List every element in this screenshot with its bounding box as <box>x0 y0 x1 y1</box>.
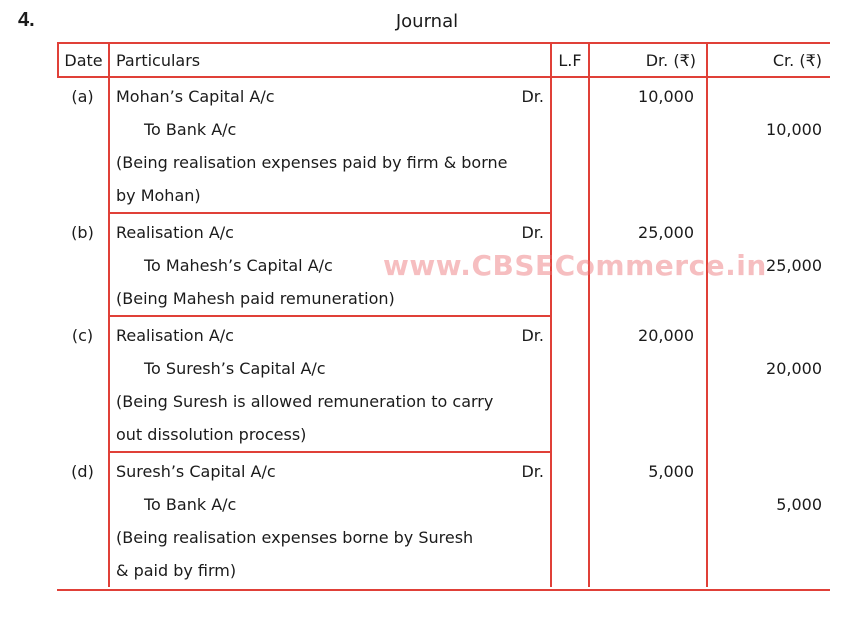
debit-account-name: Suresh’s Capital A/c <box>116 462 276 481</box>
lf-cell <box>552 455 588 587</box>
entry-particulars <box>108 214 552 317</box>
journal-title: Journal <box>395 11 459 32</box>
credit-amount: 25,000 <box>766 256 822 275</box>
dr-marker: Dr. <box>521 223 544 242</box>
credit-amount: 10,000 <box>766 120 822 139</box>
entry-date-label: (b) <box>71 223 94 242</box>
debit-amount-cell <box>588 453 708 587</box>
lf-cell <box>552 80 588 214</box>
table-header-row <box>57 42 830 78</box>
dr-marker: Dr. <box>521 462 544 481</box>
debit-account-line <box>110 319 550 352</box>
question-number: 4. <box>18 9 35 31</box>
header-dr-amount: Dr. (₹) <box>588 44 708 76</box>
journal-entry-d <box>57 453 830 589</box>
lf-cell <box>552 319 588 453</box>
entry-date-label: (a) <box>71 87 94 106</box>
entry-date-label: (c) <box>71 326 94 345</box>
credit-amount-cell <box>708 80 830 214</box>
header-cr-amount: Cr. (₹) <box>772 50 822 70</box>
debit-account-name: Realisation A/c <box>116 326 234 345</box>
credit-amount-cell <box>708 216 830 317</box>
credit-account-line: To Suresh’s Capital A/c <box>144 359 326 378</box>
credit-amount: 20,000 <box>766 359 822 378</box>
debit-account-name: Realisation A/c <box>116 223 234 242</box>
narration-line: (Being Suresh is allowed remuneration to carry <box>116 392 494 411</box>
debit-amount: 10,000 <box>638 87 694 106</box>
narration-line: (Being realisation expenses paid by firm & borne <box>116 153 508 172</box>
debit-account-line <box>110 80 550 113</box>
dr-marker: Dr. <box>521 87 544 106</box>
narration-line: (Being realisation expenses borne by Suresh <box>116 528 474 547</box>
debit-account-name: Mohan’s Capital A/c <box>116 87 275 106</box>
debit-amount: 25,000 <box>638 223 694 242</box>
entry-particulars <box>108 317 552 453</box>
header-lf: L.F <box>558 50 582 70</box>
watermark: www.CBSECommerce.in <box>383 249 767 282</box>
credit-account-line: To Bank A/c <box>144 495 237 514</box>
credit-account-line: To Bank A/c <box>144 120 237 139</box>
credit-amount-cell <box>708 455 830 587</box>
debit-amount-cell <box>588 78 708 214</box>
entry-particulars <box>108 78 552 214</box>
debit-account-line <box>110 216 550 249</box>
narration-line: & paid by firm) <box>116 561 237 580</box>
debit-amount-cell <box>588 214 708 317</box>
debit-amount: 20,000 <box>638 326 694 345</box>
credit-account-line: To Mahesh’s Capital A/c <box>144 256 333 275</box>
journal-table <box>57 42 830 591</box>
table-body <box>57 78 830 591</box>
entry-date-label: (d) <box>71 462 94 481</box>
debit-amount-cell <box>588 317 708 453</box>
dr-marker: Dr. <box>521 326 544 345</box>
lf-cell <box>552 216 588 317</box>
header-date: Date <box>64 50 103 70</box>
narration-line: by Mohan) <box>116 186 201 205</box>
narration-line: (Being Mahesh paid remuneration) <box>116 289 395 308</box>
journal-entry-a <box>57 78 830 214</box>
narration-line: out dissolution process) <box>116 425 307 444</box>
journal-entry-b <box>57 214 830 317</box>
header-particulars: Particulars <box>108 44 552 76</box>
credit-amount-cell <box>708 319 830 453</box>
journal-entry-c <box>57 317 830 453</box>
debit-amount: 5,000 <box>648 462 694 481</box>
entry-particulars <box>108 453 552 587</box>
credit-amount: 5,000 <box>776 495 822 514</box>
debit-account-line <box>110 455 550 488</box>
